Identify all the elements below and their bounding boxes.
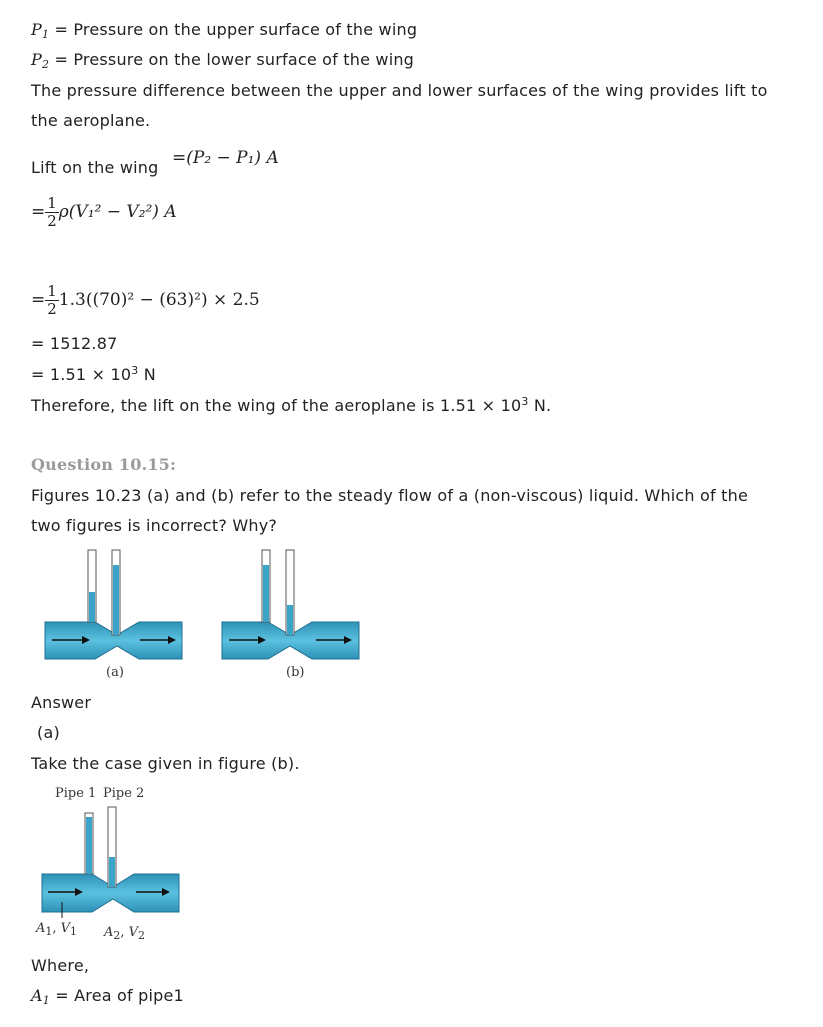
pipe1-label: Pipe 1 <box>55 786 97 801</box>
definition-p1 <box>31 20 417 41</box>
figure-b-label: (b) <box>286 665 305 680</box>
pipe2-label: Pipe 2 <box>103 786 145 801</box>
explanation-line-2: the aeroplane. <box>31 111 151 130</box>
explanation-line-1: The pressure difference between the upper and lower surfaces of the wing provides lift to <box>31 81 768 100</box>
label-a2-v2: $A_2$, $V_2$ <box>104 925 146 942</box>
lift-equation-3: = $\frac{1}{2}$ 1.3((70)² − (63)²) × 2.5 <box>31 282 260 318</box>
question-heading: Question 10.15: <box>31 455 177 474</box>
question-line-2: two figures is incorrect? Why? <box>31 516 278 535</box>
definition-p2 <box>31 50 414 71</box>
answer-line-1: Take the case given in figure (b). <box>31 754 300 773</box>
answer-choice: (a) <box>37 723 60 742</box>
lift-equation-1: =(P₂ − P₁) A <box>172 148 279 168</box>
lift-equation-2: = $\frac{1}{2}$ ρ(V₁² − V₂²) A <box>31 194 177 230</box>
label-a1-v1: $A_1$, $V_1$ <box>36 921 78 938</box>
question-line-1: Figures 10.23 (a) and (b) refer to the steady flow of a (non-viscous) liquid. Which of the <box>31 486 749 505</box>
figure-b-pipe <box>222 550 359 659</box>
fraction-half-2: $\frac{1}{2}$ <box>47 282 57 318</box>
symbol-p1: $P_1$ <box>31 20 50 41</box>
definition-p1-text: = Pressure on the upper surface of the wing <box>49 20 418 39</box>
detailed-pipe <box>42 807 179 918</box>
where-label: Where, <box>31 956 90 975</box>
figure-b-detailed <box>0 805 200 935</box>
answer-heading: Answer <box>31 693 92 712</box>
lift-conclusion: Therefore, the lift on the wing of the aeroplane is $1.51 \times 10^3$ N. <box>31 395 552 415</box>
symbol-a1: $A_1$ <box>31 986 50 1007</box>
fraction-half: $\frac{1}{2}$ <box>47 194 57 230</box>
symbol-p2: $P_2$ <box>31 50 50 71</box>
lift-label: Lift on the wing <box>31 158 159 177</box>
lift-result-1: = 1512.87 <box>31 334 118 353</box>
figure-10-23 <box>0 545 420 685</box>
lift-result-2: = $1.51 \times 10^3$ N <box>31 364 156 384</box>
figure-a-label: (a) <box>106 665 124 680</box>
definition-p2-text: = Pressure on the lower surface of the wing <box>49 50 415 69</box>
figure-a-pipe <box>45 550 182 659</box>
definition-a1: $A_1$ = Area of pipe1 <box>31 986 184 1007</box>
